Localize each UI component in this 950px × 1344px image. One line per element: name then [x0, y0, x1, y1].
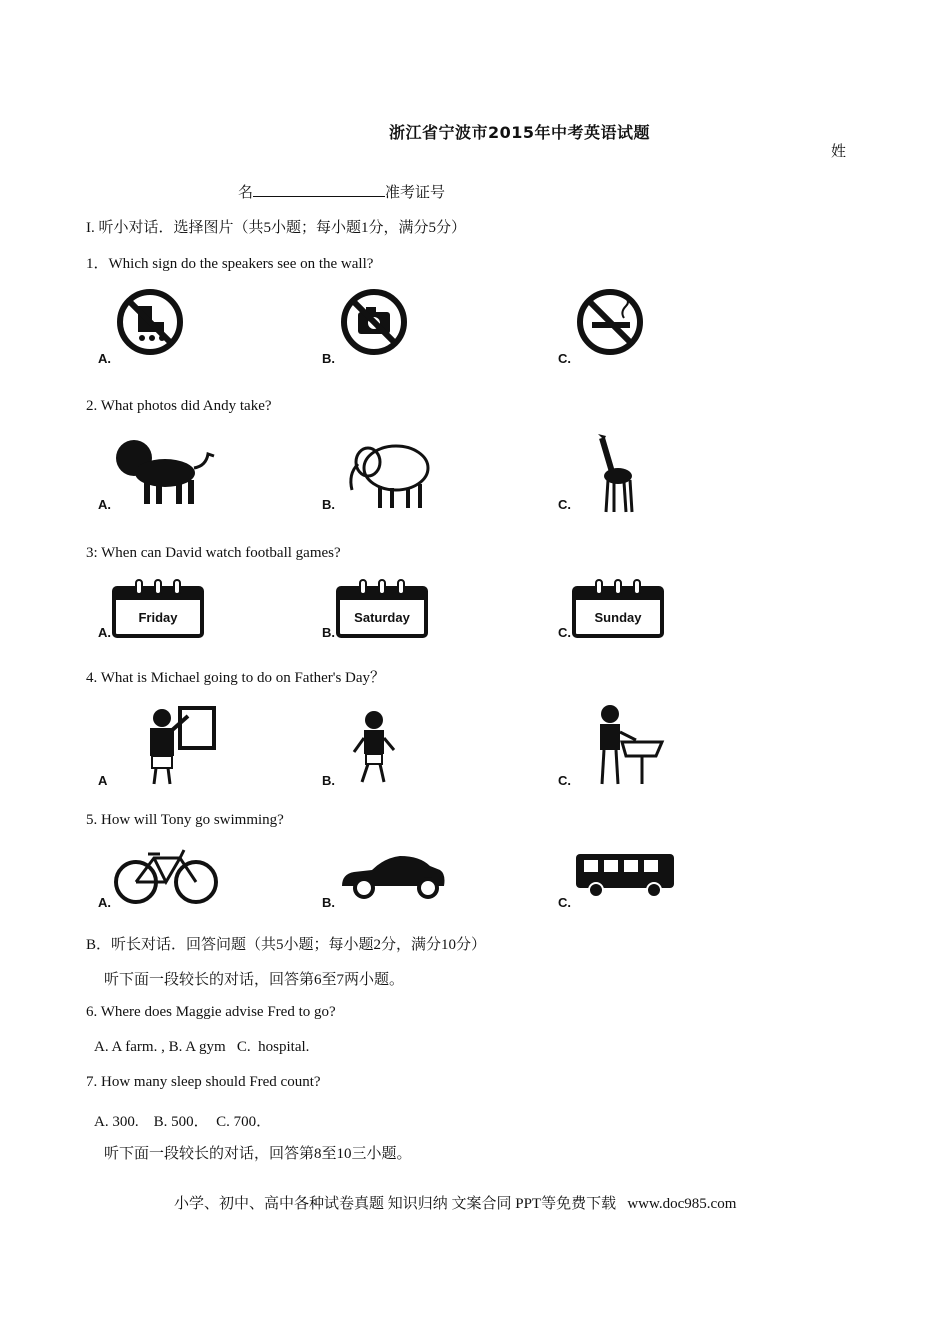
no-skating-sign-icon: [110, 282, 190, 362]
section-b-intro-2: 听下面一段较长的对话，回答第8至10三小题。: [104, 1146, 412, 1162]
boy-washing-dishes-icon: [570, 698, 680, 788]
question-2-options: [88, 426, 708, 516]
calendar-day-label: Sunday: [594, 610, 642, 625]
option-c-giraffe[interactable]: [548, 426, 708, 516]
page-footer: 小学、初中、高中各种试卷真题 知识归纳 文案合同 PPT等免费下载 www.doc985.com: [174, 1196, 737, 1212]
option-letter: B.: [322, 497, 335, 512]
question-4-text: 4. What is Michael going to do on Father's Day？: [86, 670, 386, 686]
option-b-elephant[interactable]: [312, 426, 472, 516]
boy-playing-icon: [334, 698, 414, 788]
question-7-text: 7. How many sleep should Fred count?: [86, 1074, 321, 1090]
option-a-friday[interactable]: [88, 572, 248, 644]
question-7-options: A. 300. B. 500． C. 700．: [94, 1114, 272, 1130]
exam-number-label: 准考证号: [385, 185, 446, 201]
question-2-text: 2. What photos did Andy take?: [86, 398, 272, 414]
document-title: 浙江省宁波市2015年中考英语试题: [389, 123, 651, 142]
name-blank-line: [253, 183, 385, 197]
name-label-part1: 姓: [831, 144, 847, 160]
bus-icon: [570, 844, 680, 906]
calendar-day-label: Friday: [138, 610, 178, 625]
no-smoking-sign-icon: [570, 282, 650, 362]
no-photography-sign-icon: [334, 282, 414, 362]
option-a-no-skating[interactable]: [88, 280, 248, 370]
option-b-car[interactable]: [312, 842, 472, 914]
question-4-options: [88, 696, 708, 792]
calendar-day-label: Saturday: [354, 610, 410, 625]
option-a-bicycle[interactable]: [88, 842, 248, 914]
option-b-boy-playing[interactable]: [312, 696, 472, 792]
option-letter: C.: [558, 625, 571, 640]
option-letter: B.: [322, 351, 335, 366]
question-1-options: [88, 280, 708, 370]
option-letter: C.: [558, 895, 571, 910]
option-letter: B.: [322, 625, 335, 640]
option-letter: A.: [98, 497, 111, 512]
question-5-options: [88, 842, 708, 914]
question-3-text: 3: When can David watch football games?: [86, 545, 341, 561]
question-6-options: A. A farm. , B. A gym C. hospital.: [94, 1039, 310, 1055]
option-letter: B.: [322, 773, 335, 788]
question-1-text: 1．Which sign do the speakers see on the wall?: [86, 256, 374, 272]
elephant-icon: [334, 428, 444, 513]
calendar-icon: [110, 578, 206, 640]
option-a-lion[interactable]: [88, 426, 248, 516]
option-c-bus[interactable]: [548, 842, 708, 914]
option-c-sunday[interactable]: [548, 572, 708, 644]
option-letter: C.: [558, 497, 571, 512]
question-5-text: 5. How will Tony go swimming?: [86, 812, 284, 828]
section-b-heading: B．听长对话．回答问题（共5小题；每小题2分，满分10分）: [86, 937, 487, 953]
name-exam-line: [238, 181, 445, 202]
option-c-no-smoking[interactable]: [548, 280, 708, 370]
option-letter: A.: [98, 351, 111, 366]
section-b-intro-1: 听下面一段较长的对话，回答第6至7两小题。: [104, 972, 405, 988]
section-a-heading: I. 听小对话．选择图片（共5小题；每小题1分，满分5分）: [86, 220, 466, 236]
question-3-options: [88, 572, 708, 644]
option-a-cleaning-window[interactable]: [88, 696, 248, 792]
calendar-icon: [570, 578, 666, 640]
question-6-text: 6. Where does Maggie advise Fred to go?: [86, 1004, 336, 1020]
option-b-no-photography[interactable]: [312, 280, 472, 370]
giraffe-icon: [570, 428, 650, 516]
name-label-part2: 名: [238, 185, 254, 201]
option-letter: C.: [558, 351, 571, 366]
option-letter: A.: [98, 895, 111, 910]
car-icon: [334, 844, 454, 906]
option-c-washing-dishes[interactable]: [548, 696, 708, 792]
option-letter: C.: [558, 773, 571, 788]
bicycle-icon: [110, 844, 220, 906]
option-b-saturday[interactable]: [312, 572, 472, 644]
boy-cleaning-window-icon: [110, 698, 220, 788]
option-letter: A: [98, 773, 108, 788]
calendar-icon: [334, 578, 430, 640]
option-letter: B.: [322, 895, 335, 910]
lion-icon: [110, 428, 220, 513]
option-letter: A.: [98, 625, 111, 640]
